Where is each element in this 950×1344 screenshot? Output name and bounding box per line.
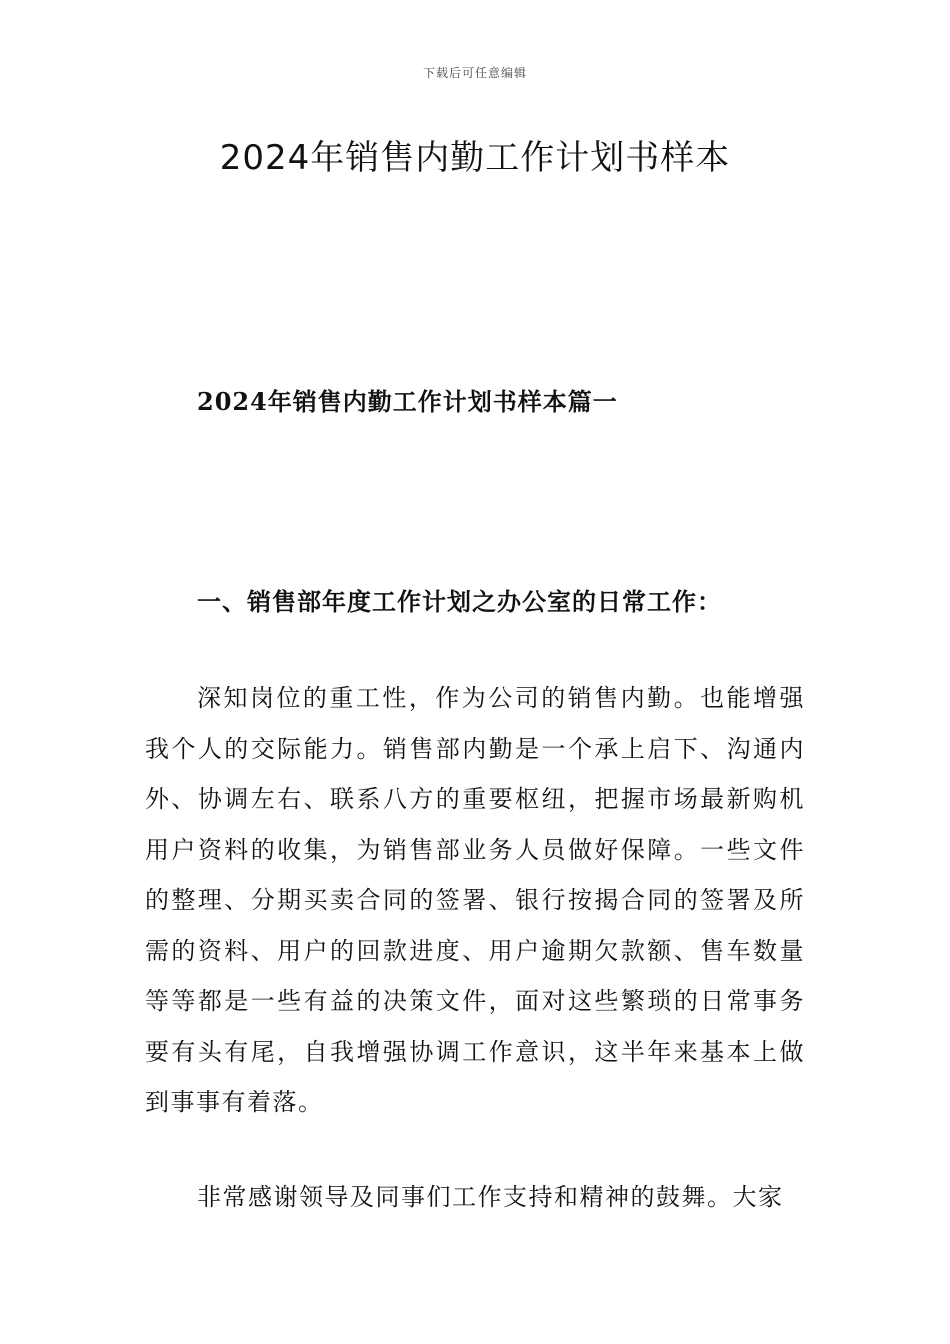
document-title: 2024年销售内勤工作计划书样本 <box>219 138 731 178</box>
subheading: 一、销售部年度工作计划之办公室的日常工作： <box>197 587 722 616</box>
header-note: 下载后可任意编辑 <box>422 66 527 80</box>
section-title: 2024年销售内勤工作计划书样本篇一 <box>197 387 618 416</box>
body-paragraph: 深知岗位的重工性，作为公司的销售内勤。也能增强我个人的交际能力。销售部内勤是一个承上启下、沟通内外、协调左右、联系八方的重要枢纽，把握市场最新购机用户资料的收集，为销售部业务人员做好保障。一些文件的整理、分期买卖合同的签署、银行按揭合同的签署及所需的资料、用户的回款进度、用户逾期欠款额、售车数量等等都是一些有益的决策文件，面对这些繁琐的日常事务要有头有尾，自我增强协调工作意识，这半年来基本上做到事事有着落。 <box>145 684 805 1116</box>
body-paragraph: 非常感谢领导及同事们工作支持和精神的鼓舞。大家 <box>197 1183 784 1211</box>
